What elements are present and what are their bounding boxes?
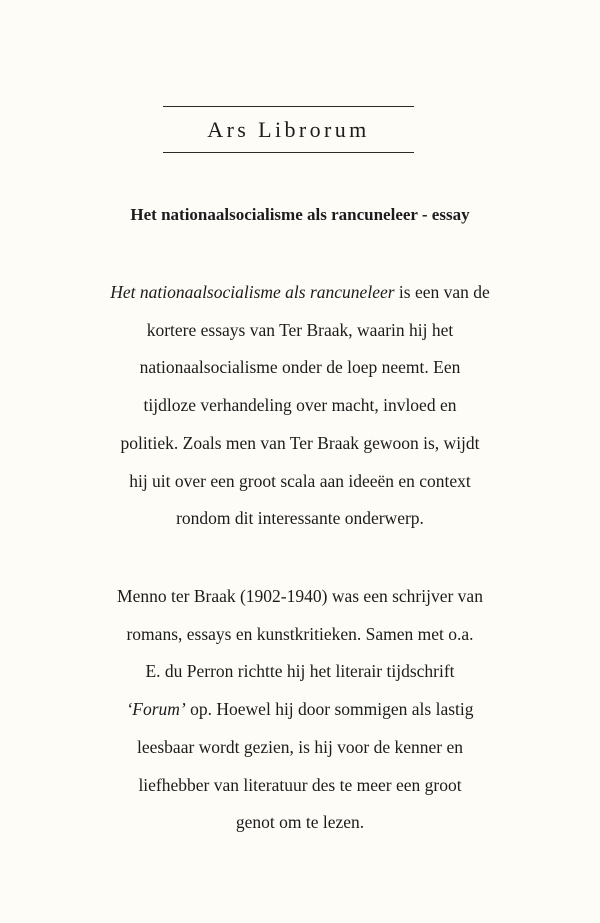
- paragraph-line: Menno ter Braak (1902-1940) was een schrijver van: [117, 586, 483, 606]
- paragraph-line: leesbaar wordt gezien, is hij voor de kenner en: [136, 736, 464, 757]
- line-text: op. Hoewel hij door sommigen als lastig: [185, 699, 474, 720]
- paragraph-line: kortere essays van Ter Braak, waarin hij het: [146, 319, 454, 340]
- bottom-divider: [163, 152, 414, 153]
- paragraph-line: E. du Perron richtte hij het literair tijdschrift: [145, 661, 455, 682]
- paragraph-line: tijdloze verhandeling over macht, invloed en: [143, 395, 457, 416]
- paragraph-line: liefhebber van literatuur des te meer een groot: [138, 774, 462, 795]
- brand-header: [163, 106, 414, 153]
- paragraph-line: romans, essays en kunstkritieken. Samen met o.a.: [126, 623, 474, 644]
- paragraph-line: nationaalsocialisme onder de loep neemt. Een: [139, 357, 461, 378]
- book-title-italic: Het nationaalsocialisme als rancuneleer: [110, 282, 395, 302]
- magazine-title-italic: ‘Forum’: [126, 699, 186, 720]
- top-divider: [163, 106, 414, 107]
- book-title: Het nationaalsocialisme als rancuneleer - essay: [130, 205, 470, 224]
- paragraph-line: politiek. Zoals men van Ter Braak gewoon is, wijdt: [120, 432, 480, 453]
- brand-name: Ars Librorum: [207, 117, 370, 142]
- paragraph-line: [0, 274, 600, 312]
- description-paragraph: [0, 274, 600, 538]
- paragraph-line: hij uit over een groot scala aan ideeën en context: [129, 470, 471, 491]
- paragraph-line: [0, 691, 600, 729]
- paragraph-line: rondom dit interessante onderwerp.: [176, 508, 424, 529]
- paragraph-line: genot om te lezen.: [235, 812, 365, 833]
- author-paragraph: [0, 578, 600, 842]
- line-text: is een van de: [394, 282, 490, 302]
